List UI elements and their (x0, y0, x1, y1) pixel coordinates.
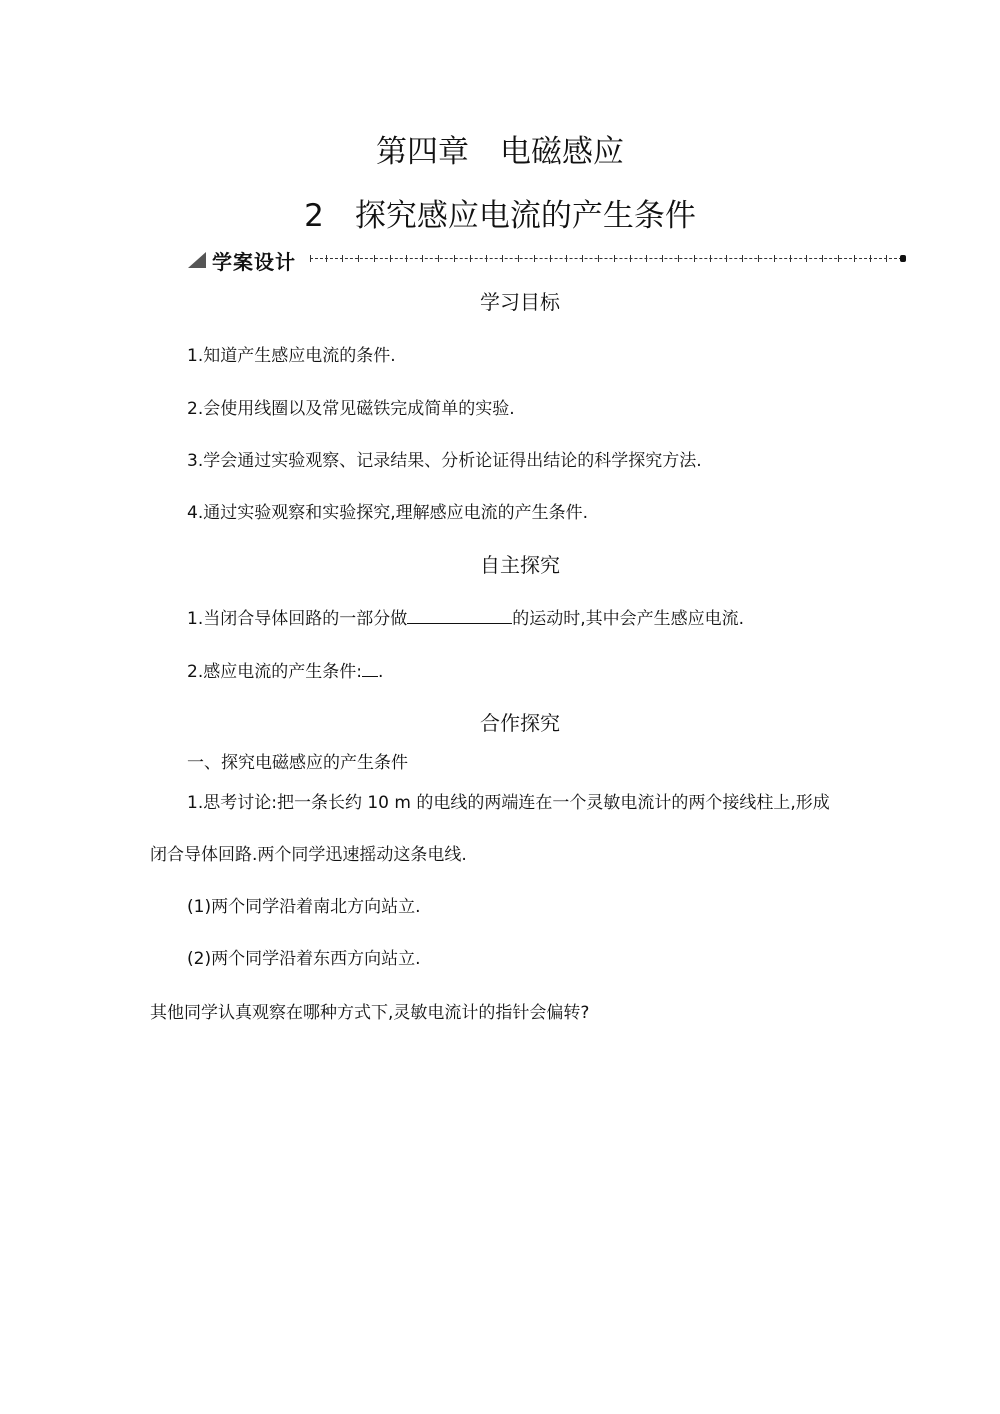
design-label: 学案设计 (212, 250, 296, 274)
lesson-title: 2 探究感应电流的产生条件 (304, 198, 696, 234)
divider-ticks (310, 255, 902, 262)
chapter-title: 第四章 电磁感应 (376, 134, 624, 170)
question-1-suffix: 的运动时,其中会产生感应电流. (512, 609, 745, 629)
observation-question: 其他同学认真观察在哪种方式下,灵敏电流计的指针会偏转? (150, 1003, 590, 1023)
goal-item: 3.学会通过实验观察、记录结果、分析论证得出结论的科学探究方法. (187, 451, 702, 471)
case-1: (1)两个同学沿着南北方向站立. (187, 897, 421, 917)
question-1-prefix: 1.当闭合导体回路的一部分做 (187, 609, 408, 629)
cooperative-heading: 合作探究 (480, 711, 560, 735)
goal-item: 2.会使用线圈以及常见磁铁完成简单的实验. (187, 399, 515, 419)
answer-blank-2[interactable] (362, 660, 378, 677)
self-study-heading: 自主探究 (480, 553, 560, 577)
answer-blank-1[interactable] (407, 607, 512, 624)
self-study-question-1 (187, 604, 744, 629)
goal-item: 1.知道产生感应电流的条件. (187, 346, 396, 366)
design-section-banner (188, 246, 906, 272)
triangle-icon (188, 252, 206, 268)
question-2-suffix: . (377, 662, 384, 682)
case-2: (2)两个同学沿着东西方向站立. (187, 949, 421, 969)
learning-goals-heading: 学习目标 (480, 290, 560, 314)
divider-end-icon (900, 255, 906, 262)
discussion-line-2: 闭合导体回路.两个同学迅速摇动这条电线. (150, 845, 467, 865)
self-study-question-2 (187, 657, 383, 682)
subsection-title: 一、探究电磁感应的产生条件 (187, 753, 408, 773)
question-2-prefix: 2.感应电流的产生条件: (187, 662, 362, 682)
goal-item: 4.通过实验观察和实验探究,理解感应电流的产生条件. (187, 503, 589, 523)
discussion-line-1: 1.思考讨论:把一条长约 10 m 的电线的两端连在一个灵敏电流计的两个接线柱上,形成 (187, 793, 830, 813)
